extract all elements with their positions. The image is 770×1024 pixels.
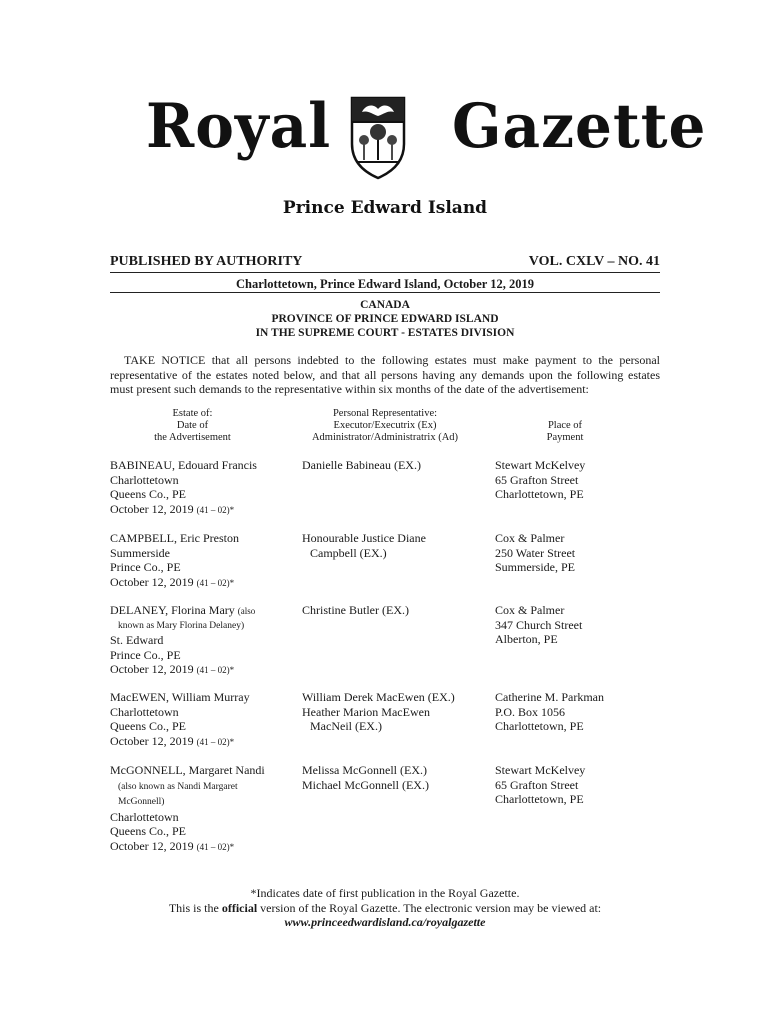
estate-place: St. Edward xyxy=(110,633,164,647)
payment-line: Cox & Palmer xyxy=(495,603,565,617)
column-heading-estate-line: the Advertisement xyxy=(154,432,231,443)
payment-column xyxy=(495,690,670,734)
estate-date: October 12, 2019 (41 – 02)* xyxy=(110,733,235,748)
estate-date: October 12, 2019 (41 – 02)* xyxy=(110,501,235,516)
estate-county: Queens Co., PE xyxy=(110,719,186,733)
publication-code: (41 – 02)* xyxy=(196,736,235,747)
published-by-authority: PUBLISHED BY AUTHORITY xyxy=(110,254,303,269)
payment-line: Catherine M. Parkman xyxy=(495,690,604,704)
payment-line: 347 Church Street xyxy=(495,617,583,632)
estate-column xyxy=(110,603,300,678)
payment-line: 65 Grafton Street xyxy=(495,472,579,487)
estate-county: Prince Co., PE xyxy=(110,647,181,662)
estate-name: CAMPBELL, Eric Preston xyxy=(110,531,239,545)
heading-court: IN THE SUPREME COURT - ESTATES DIVISION xyxy=(255,327,515,339)
payment-column xyxy=(495,458,670,502)
estate-aka: McGonnell) xyxy=(118,796,165,807)
column-heading-rep-line: Executor/Executrix (Ex) xyxy=(333,420,437,431)
column-heading-estate-line: Estate of: xyxy=(172,408,213,419)
representative-line: Honourable Justice Diane xyxy=(302,531,426,545)
estate-column xyxy=(110,458,300,517)
estate-place: Summerside xyxy=(110,545,170,560)
notice-paragraph: TAKE NOTICE that all persons indebted to the following estates must make payment to the personal representative of the estates noted below, and that all persons having any demands upon the following estates must present such demands to the representative within six months of the date of the advertisement: xyxy=(110,353,660,396)
payment-column xyxy=(495,531,670,575)
payment-column xyxy=(495,763,670,807)
payment-line: Charlottetown, PE xyxy=(495,719,584,733)
footer-note: *Indicates date of first publication in the Royal Gazette. xyxy=(250,886,520,900)
column-heading-estate xyxy=(110,408,275,444)
representative-column xyxy=(302,763,492,792)
masthead xyxy=(0,92,770,192)
column-heading-estate-line: Date of xyxy=(176,420,209,431)
estate-column xyxy=(110,763,300,854)
payment-line: Stewart McKelvey xyxy=(495,458,586,472)
volume-number: VOL. CXLV – NO. 41 xyxy=(528,254,660,269)
publication-code: (41 – 02)* xyxy=(196,577,235,588)
estate-date: October 12, 2019 (41 – 02)* xyxy=(110,838,235,853)
estate-county: Queens Co., PE xyxy=(110,487,186,501)
estate-column xyxy=(110,531,300,590)
estate-aka: (also known as Nandi Margaret xyxy=(118,781,238,792)
column-heading-rep-line: Personal Representative: xyxy=(332,408,438,419)
payment-line: P.O. Box 1056 xyxy=(495,704,566,719)
column-heading-payment xyxy=(500,420,630,444)
authority-bar xyxy=(110,254,660,273)
representative-column xyxy=(302,690,492,734)
masthead-subtitle: Prince Edward Island xyxy=(282,198,488,218)
estate-name: MacEWEN, William Murray xyxy=(110,690,250,704)
estate-place: Charlottetown xyxy=(110,472,179,487)
estate-place: Charlottetown xyxy=(110,809,179,824)
payment-line: Charlottetown, PE xyxy=(495,487,584,501)
heading-country: CANADA xyxy=(360,299,410,311)
representative-column xyxy=(302,603,492,618)
column-heading-payment-line: Payment xyxy=(546,432,584,443)
footer xyxy=(110,886,660,930)
gazette-url-link[interactable]: www.princeedwardisland.ca/royalgazette xyxy=(284,915,486,929)
representative-column xyxy=(302,458,492,473)
publication-code: (41 – 02)* xyxy=(196,665,235,675)
estate-column xyxy=(110,690,300,749)
masthead-title-left: Royal xyxy=(146,90,332,162)
payment-line: 250 Water Street xyxy=(495,545,576,560)
payment-line: Alberton, PE xyxy=(495,632,558,646)
estate-date: October 12, 2019 (41 – 02)* xyxy=(110,662,235,676)
publication-code: (41 – 02)* xyxy=(196,841,235,852)
estate-place: Charlottetown xyxy=(110,704,179,719)
payment-column xyxy=(495,603,670,647)
footer-official-note: This is the official version of the Royal Gazette. The electronic version may be viewed at: xyxy=(168,900,602,915)
publication-code: (41 – 02)* xyxy=(196,504,235,515)
estate-aka: known as Mary Florina Delaney) xyxy=(118,620,245,631)
estate-county: Queens Co., PE xyxy=(110,824,186,838)
representative-line: Melissa McGonnell (EX.) xyxy=(302,763,427,777)
column-heading-rep-line: Administrator/Administratrix (Ad) xyxy=(311,432,459,443)
representative-column xyxy=(302,531,492,560)
estate-date: October 12, 2019 (41 – 02)* xyxy=(110,574,235,589)
coat-of-arms-icon xyxy=(348,96,408,180)
representative-line: Heather Marion MacEwen xyxy=(302,704,430,719)
column-heading-representative xyxy=(290,408,480,444)
column-heading-payment-line: Place of xyxy=(547,420,583,431)
representative-line: Danielle Babineau (EX.) xyxy=(302,458,421,472)
heading-province: PROVINCE OF PRINCE EDWARD ISLAND xyxy=(271,313,499,325)
representative-line: MacNeil (EX.) xyxy=(310,719,382,733)
estate-name: McGONNELL, Margaret Nandi xyxy=(110,763,265,777)
representative-line: Campbell (EX.) xyxy=(310,545,387,560)
estate-name: BABINEAU, Edouard Francis xyxy=(110,458,257,472)
estate-aka: (also xyxy=(237,606,256,616)
estate-county: Prince Co., PE xyxy=(110,560,181,574)
payment-line: Charlottetown, PE xyxy=(495,792,584,806)
representative-line: Michael McGonnell (EX.) xyxy=(302,777,429,792)
payment-line: Stewart McKelvey xyxy=(495,763,586,777)
dateline: Charlottetown, Prince Edward Island, October 12, 2019 xyxy=(235,277,535,291)
representative-line: Christine Butler (EX.) xyxy=(302,603,409,617)
payment-line: Summerside, PE xyxy=(495,560,575,574)
payment-line: 65 Grafton Street xyxy=(495,777,579,792)
estate-name: DELANEY, Florina Mary (also xyxy=(110,603,256,617)
payment-line: Cox & Palmer xyxy=(495,531,565,545)
representative-line: William Derek MacEwen (EX.) xyxy=(302,690,455,704)
masthead-title-right: Gazette xyxy=(452,90,707,162)
dateline-divider xyxy=(110,292,660,293)
